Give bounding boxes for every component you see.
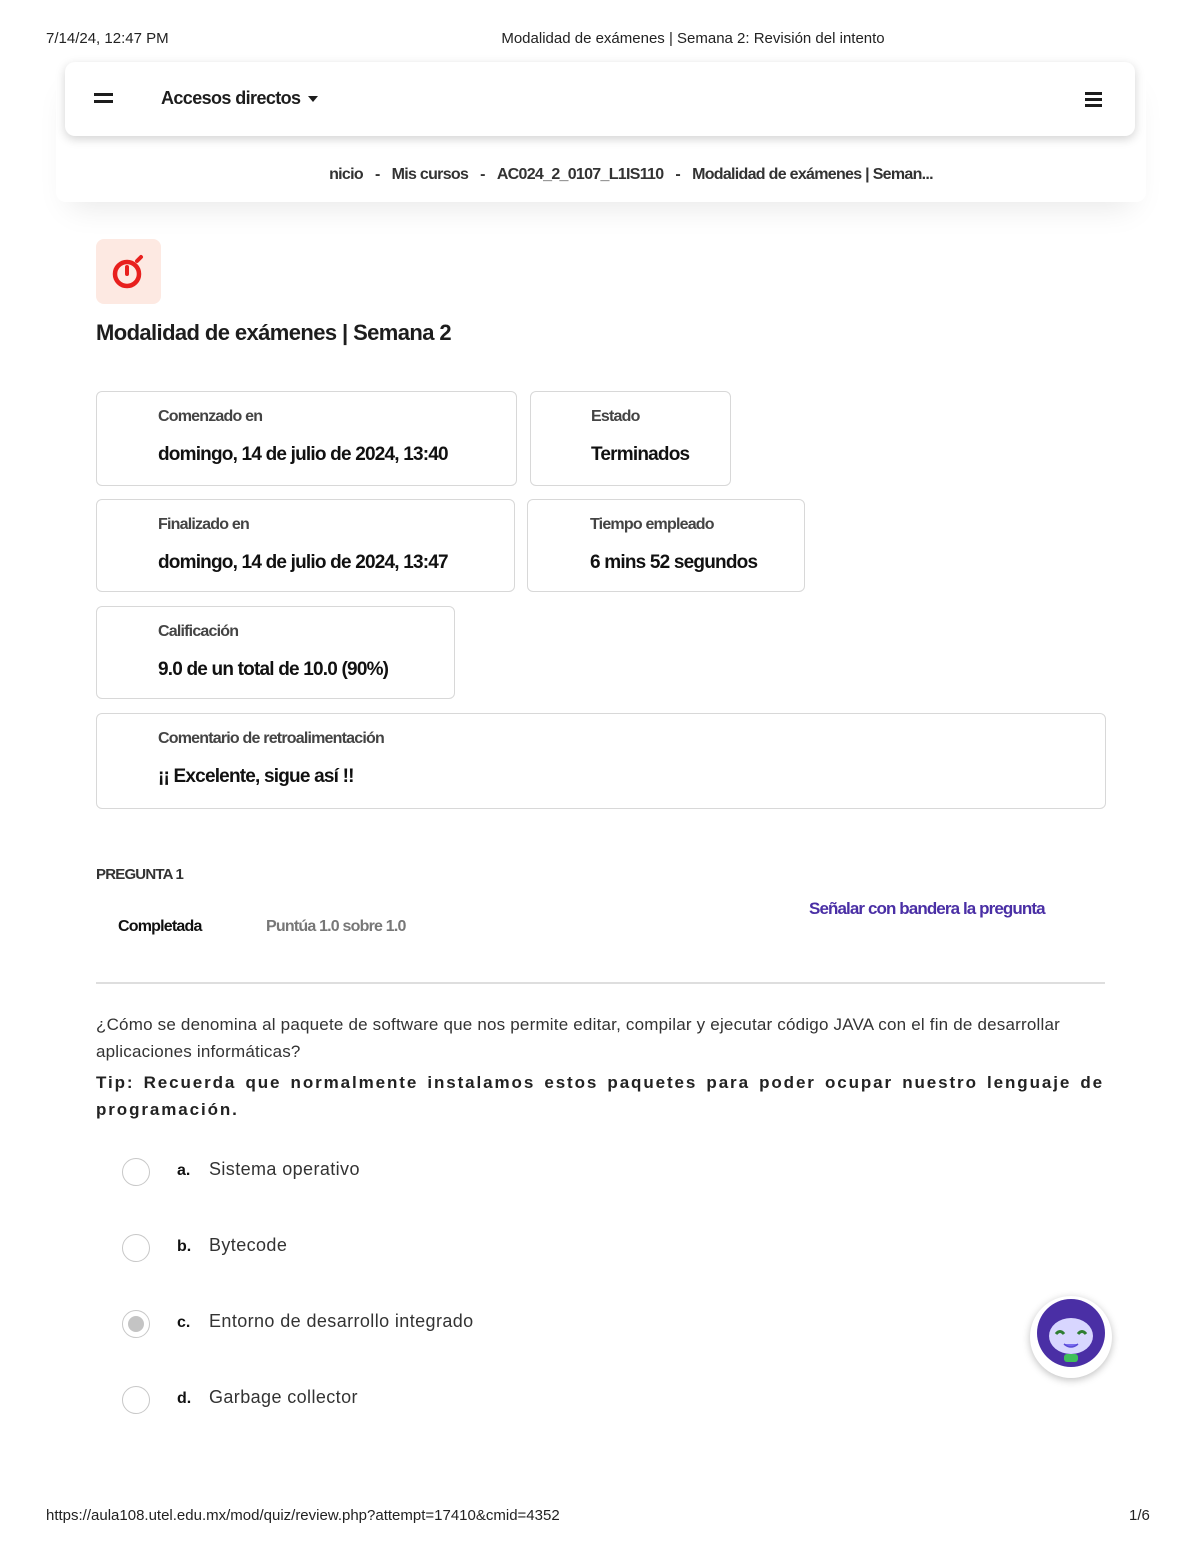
print-page-number: 1/6 xyxy=(1129,1507,1150,1524)
time-taken-card xyxy=(527,499,805,592)
finished-card xyxy=(96,499,515,592)
started-card xyxy=(96,391,517,486)
option-text: Bytecode xyxy=(209,1235,288,1255)
breadcrumb-separator: - xyxy=(675,166,681,183)
question-divider xyxy=(96,982,1105,984)
started-value: domingo, 14 de julio de 2024, 13:40 xyxy=(158,444,448,465)
finished-label: Finalizado en xyxy=(158,516,249,533)
question-grade: Puntúa 1.0 sobre 1.0 xyxy=(266,918,406,935)
question-state: Completada xyxy=(118,918,202,935)
grade-value: 9.0 de un total de 10.0 (90%) xyxy=(158,659,389,680)
breadcrumb-item-my-courses[interactable]: Mis cursos xyxy=(391,166,469,183)
shortcuts-dropdown[interactable] xyxy=(161,88,318,109)
started-label: Comenzado en xyxy=(158,408,263,425)
shortcuts-label: Accesos directos xyxy=(161,88,301,108)
feedback-card xyxy=(96,713,1106,809)
breadcrumb-item-course[interactable]: AC024_2_0107_L1IS110 xyxy=(496,166,664,183)
option-letter: b. xyxy=(177,1238,192,1255)
radio-button[interactable] xyxy=(122,1386,150,1414)
state-label: Estado xyxy=(591,408,640,425)
option-text: Entorno de desarrollo integrado xyxy=(209,1311,474,1331)
feedback-label: Comentario de retroalimentación xyxy=(158,730,384,747)
finished-value: domingo, 14 de julio de 2024, 13:47 xyxy=(158,552,448,573)
state-value: Terminados xyxy=(591,444,690,465)
question-tip: Tip: Recuerda que normalmente instalamos estos paquetes para poder ocupar nuestro lenguaje de programación. xyxy=(96,1073,1104,1119)
grade-label: Calificación xyxy=(158,623,239,640)
question-number: PREGUNTA 1 xyxy=(96,866,184,883)
breadcrumb-item-home[interactable]: nicio xyxy=(329,166,363,183)
chevron-down-icon xyxy=(308,96,318,102)
time-taken-value: 6 mins 52 segundos xyxy=(590,552,758,573)
state-card xyxy=(530,391,731,486)
radio-button-selected[interactable] xyxy=(122,1310,150,1338)
option-letter: a. xyxy=(177,1162,191,1179)
print-page-title: Modalidad de exámenes | Semana 2: Revisión del intento xyxy=(501,30,885,47)
print-url: https://aula108.utel.edu.mx/mod/quiz/review.php?attempt=17410&cmid=4352 xyxy=(46,1507,560,1524)
breadcrumb-separator: - xyxy=(480,166,485,183)
breadcrumb-separator: - xyxy=(374,166,380,183)
time-taken-label: Tiempo empleado xyxy=(590,516,714,533)
menu-icon[interactable] xyxy=(1084,89,1104,109)
quiz-timer-icon xyxy=(96,239,161,304)
breadcrumb xyxy=(0,166,1200,184)
feedback-value: ¡¡ Excelente, sigue así !! xyxy=(158,766,354,787)
drawer-toggle-icon[interactable] xyxy=(92,87,116,111)
question-text: ¿Cómo se denomina al paquete de software que nos permite editar, compilar y ejecutar código JAVA con el fin de desarrollar aplicaciones informáticas? xyxy=(96,1015,1061,1061)
chatbot-assistant-icon[interactable] xyxy=(1030,1296,1112,1378)
option-letter: d. xyxy=(177,1390,192,1407)
page-title: Modalidad de exámenes | Semana 2 xyxy=(96,320,451,345)
radio-button[interactable] xyxy=(122,1158,150,1186)
option-text: Garbage collector xyxy=(209,1387,358,1407)
option-letter: c. xyxy=(177,1314,191,1331)
grade-card xyxy=(96,606,455,699)
print-datetime: 7/14/24, 12:47 PM xyxy=(46,30,169,47)
option-text: Sistema operativo xyxy=(209,1159,360,1179)
radio-button[interactable] xyxy=(122,1234,150,1262)
breadcrumb-item-quiz[interactable]: Modalidad de exámenes | Seman... xyxy=(692,166,933,183)
flag-question-link[interactable]: Señalar con bandera la pregunta xyxy=(809,899,1045,918)
